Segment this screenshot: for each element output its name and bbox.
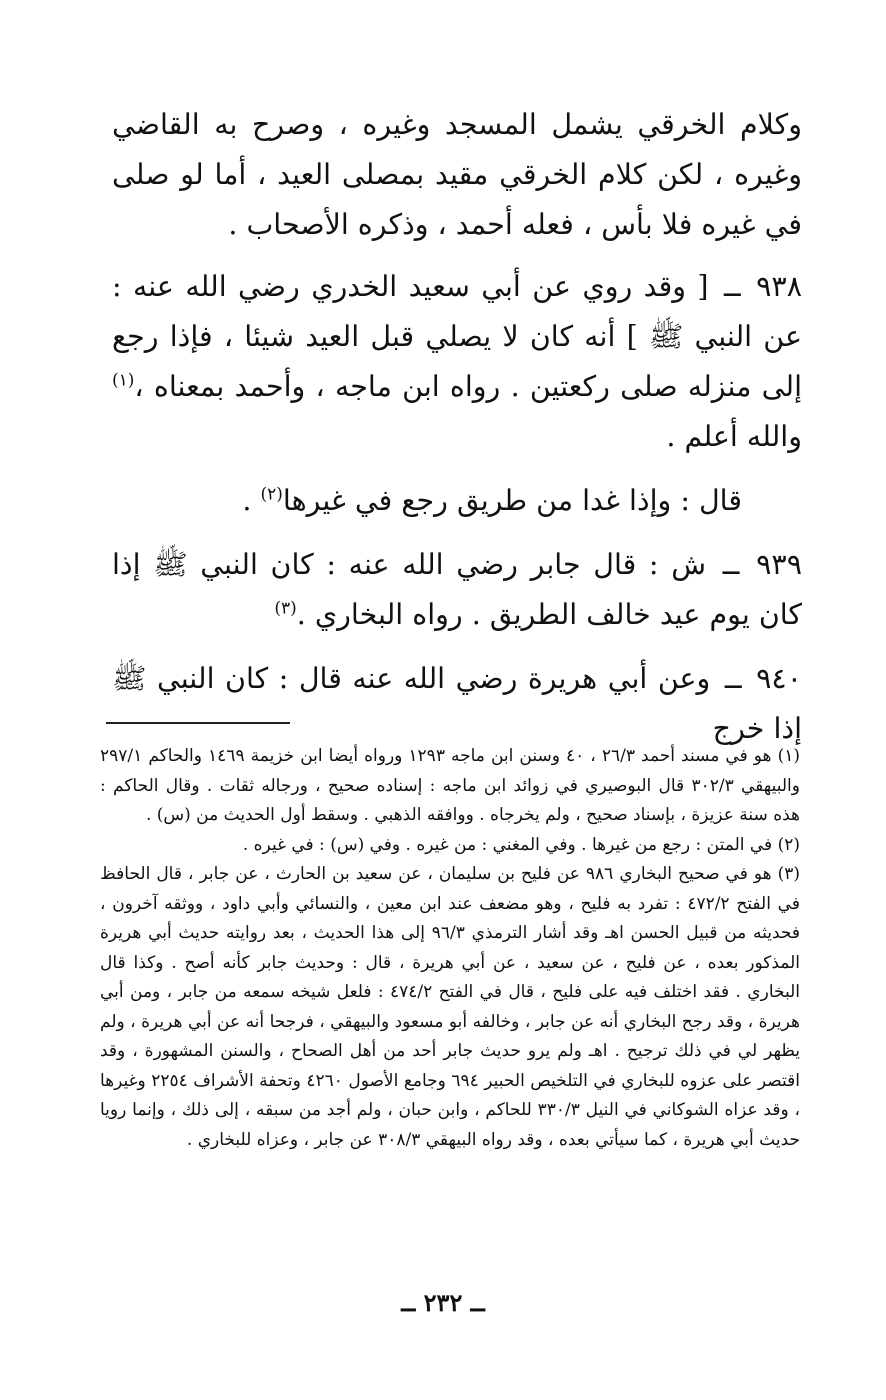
intro-paragraph: وكلام الخرقي يشمل المسجد وغيره ، وصرح به القاضي وغيره ، لكن كلام الخرقي مقيد بمصلى العيد ، أما لو صلى في غيره فلا بأس ، فعله أحمد ، وذكره الأصحاب .	[112, 108, 802, 241]
dash: ــ	[722, 548, 740, 581]
hadith-text: ش : قال جابر رضي الله عنه : كان النبي ﷺ إذا كان يوم عيد خالف الطريق . رواه البخاري .	[112, 548, 802, 631]
page-number: ــ ٢٣٢ ــ	[401, 1288, 485, 1317]
footnote-ref: (٣)	[274, 598, 297, 619]
footnote-1: (١) هو في مسند أحمد ٢٦/٣ ، ٤٠ وسنن ابن ماجه ١٢٩٣ ورواه أيضا ابن خزيمة ١٤٦٩ والحاكم ٢٩٧/١ والبيهقي ٣٠٢/٣ قال البوصيري في زوائد ابن ماجه : إسناده صحيح ، ورجاله ثقات . وقال الحاكم : هذه سنة عزيزة ، بإسناد صحيح ، ولم يخرجاه . ووافقه الذهبي . وسقط أول الحديث من (س) .	[100, 746, 800, 825]
footnote-separator	[106, 722, 290, 724]
dash: ــ	[724, 662, 742, 695]
matn-text: قال : وإذا غدا من طريق رجع في غيرها	[282, 484, 742, 517]
hadith-text: [ وقد روي عن أبي سعيد الخدري رضي الله عنه : عن النبي ﷺ ] أنه كان لا يصلي قبل العيد شيئا ، فإذا رجع إلى منزله صلى ركعتين . رواه ابن ماجه ، وأحمد بمعناه ،	[112, 270, 802, 403]
dash: ــ	[723, 270, 741, 303]
hadith-number: ٩٤٠	[756, 662, 803, 695]
footnote-ref: (١)	[112, 370, 135, 391]
hadith-number: ٩٣٨	[756, 270, 803, 303]
hadith-text: وعن أبي هريرة رضي الله عنه قال : كان النبي ﷺ إذا خرج	[112, 662, 802, 745]
hadith-939	[112, 540, 802, 640]
matn-line	[112, 476, 802, 526]
hadith-940	[112, 654, 802, 754]
main-text	[112, 100, 802, 768]
matn-tail: .	[242, 484, 252, 517]
footnote-ref: (٢)	[260, 484, 283, 505]
hadith-tail: والله أعلم .	[666, 420, 802, 453]
footnotes	[100, 742, 800, 1155]
footnote-2: (٢) في المتن : رجع من غيرها . وفي المغني : من غيره . وفي (س) : في غيره .	[242, 834, 800, 855]
hadith-number: ٩٣٩	[756, 548, 803, 581]
hadith-938	[112, 262, 802, 462]
footnote-3: (٣) هو في صحيح البخاري ٩٨٦ عن فليح بن سليمان ، عن سعيد بن الحارث ، عن جابر ، قال الحافظ في الفتح ٤٧٢/٢ : تفرد به فليح ، وهو مضعف عند ابن معين ، والنسائي وأبي داود ، ووثقه آخرون ، فحديثه من قبيل الحسن اهـ وقد أشار الترمذي ٩٦/٣ إلى هذا الحديث ، بعد روايته حديث أبي هريرة المذكور بعده ، عن فليح ، عن سعيد ، عن أبي هريرة ، قال : وحديث جابر كأنه أصح . وكذا قال البخاري . فقد اختلف فيه على فليح ، قال في الفتح ٤٧٤/٢ : فلعل شيخه سمعه من جابر ، ومن أبي هريرة ، وقد رجح البخاري أنه عن جابر ، وخالفه أبو مسعود والبيهقي ، فرجحا أنه عن أبي هريرة ، ولم يظهر لي في ذلك ترجيح . اهـ ولم يرو حديث جابر أحد من أهل الصحاح ، والسنن المشهورة ، وقد اقتصر على عزوه للبخاري في التلخيص الحبير ٦٩٤ وجامع الأصول ٤٢٦٠ وتحفة الأشراف ٢٢٥٤ وغيرها ، وقد عزاه الشوكاني في النيل ٣٣٠/٣ للحاكم ، وابن حبان ، ولم أجد من سبقه ، إلى ذلك ، وإنما رويا حديث أبي هريرة ، كما سيأتي بعده ، وقد رواه البيهقي ٣٠٨/٣ عن جابر ، وعزاه للبخاري .	[100, 864, 801, 1150]
